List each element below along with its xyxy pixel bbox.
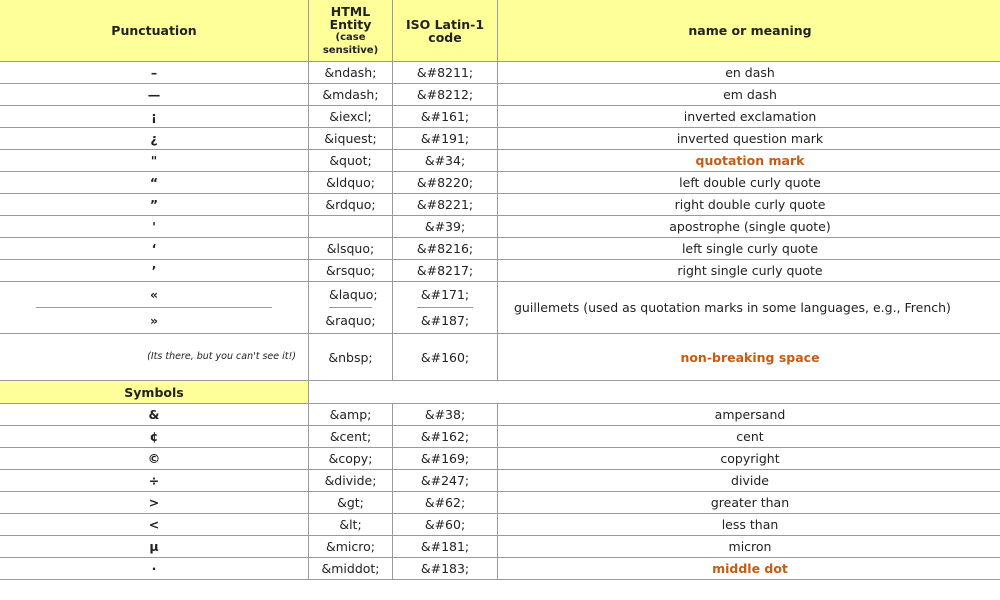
table-header — [0, 0, 1000, 62]
code-cell: &#38; — [393, 404, 498, 426]
entity-cell: &quot; — [309, 150, 393, 172]
meaning-cell: inverted question mark — [498, 128, 1000, 150]
header-html-entity — [309, 0, 393, 62]
section-row-symbols — [0, 381, 1000, 404]
entity-cell: &iexcl; — [309, 106, 393, 128]
entity-cell — [309, 216, 393, 238]
meaning-cell: greater than — [498, 492, 1000, 514]
char-cell: > — [0, 492, 309, 514]
nbsp-code: &#160; — [393, 334, 498, 381]
table-row — [0, 514, 1000, 536]
meaning-cell: copyright — [498, 448, 1000, 470]
code-cell: &#181; — [393, 536, 498, 558]
table-row — [0, 128, 1000, 150]
code-cell: &#8216; — [393, 238, 498, 260]
guillemet-right-char: » — [149, 313, 159, 328]
header-meaning: name or meaning — [498, 0, 1000, 62]
header-punctuation: Punctuation — [0, 0, 309, 62]
code-cell: &#162; — [393, 426, 498, 448]
table-row — [0, 492, 1000, 514]
entity-cell: &lsquo; — [309, 238, 393, 260]
table-row — [0, 448, 1000, 470]
table-row — [0, 260, 1000, 282]
char-cell: – — [0, 62, 309, 84]
code-cell: &#39; — [393, 216, 498, 238]
entity-cell: &copy; — [309, 448, 393, 470]
table-row — [0, 404, 1000, 426]
code-cell: &#8220; — [393, 172, 498, 194]
char-cell: ¿ — [0, 128, 309, 150]
char-cell: µ — [0, 536, 309, 558]
code-cell: &#191; — [393, 128, 498, 150]
table-row — [0, 536, 1000, 558]
table-row — [0, 282, 1000, 334]
meaning-cell: left single curly quote — [498, 238, 1000, 260]
entity-cell: &micro; — [309, 536, 393, 558]
code-cell: &#169; — [393, 448, 498, 470]
code-cell: &#8211; — [393, 62, 498, 84]
guillemet-left-char: « — [36, 282, 272, 308]
section-label-symbols: Symbols — [0, 381, 309, 404]
entity-cell: &amp; — [309, 404, 393, 426]
table-row — [0, 84, 1000, 106]
entity-cell: &ndash; — [309, 62, 393, 84]
symbols-body — [0, 404, 1000, 580]
table-row — [0, 470, 1000, 492]
meaning-cell: apostrophe (single quote) — [498, 216, 1000, 238]
char-cell: & — [0, 404, 309, 426]
entity-cell: &iquest; — [309, 128, 393, 150]
char-cell: ¢ — [0, 426, 309, 448]
char-cell: — — [0, 84, 309, 106]
header-entity-note: (case sensitive) — [322, 31, 379, 56]
char-cell: ¡ — [0, 106, 309, 128]
entity-cell: &cent; — [309, 426, 393, 448]
code-cell: &#8212; — [393, 84, 498, 106]
table-row — [0, 334, 1000, 381]
char-cell: < — [0, 514, 309, 536]
meaning-cell: quotation mark — [498, 150, 1000, 172]
char-cell: ” — [0, 194, 309, 216]
entity-cell: &lt; — [309, 514, 393, 536]
code-cell: &#247; — [393, 470, 498, 492]
char-cell: ÷ — [0, 470, 309, 492]
guillemet-left-entity: &laquo; — [329, 282, 372, 308]
table-row — [0, 62, 1000, 84]
char-cell: ‘ — [0, 238, 309, 260]
nbsp-meaning: non-breaking space — [498, 334, 1000, 381]
header-iso-code: ISO Latin-1 code — [393, 0, 498, 62]
char-cell: “ — [0, 172, 309, 194]
meaning-cell: right single curly quote — [498, 260, 1000, 282]
guillemet-chars-cell — [0, 282, 309, 334]
meaning-cell: less than — [498, 514, 1000, 536]
meaning-cell: inverted exclamation — [498, 106, 1000, 128]
meaning-cell: micron — [498, 536, 1000, 558]
nbsp-note: (Its there, but you can't see it!) — [0, 334, 309, 381]
meaning-cell: cent — [498, 426, 1000, 448]
table-row — [0, 238, 1000, 260]
char-cell: · — [0, 558, 309, 580]
section-row-blank — [309, 381, 1000, 404]
punctuation-body — [0, 62, 1000, 282]
entity-cell: &ldquo; — [309, 172, 393, 194]
entity-cell: &middot; — [309, 558, 393, 580]
guillemet-left-code: &#171; — [417, 282, 473, 308]
guillemet-meaning: guillemets (used as quotation marks in some languages, e.g., French) — [498, 282, 1000, 334]
table-row — [0, 172, 1000, 194]
header-entity-label: HTML Entity — [329, 3, 372, 32]
meaning-cell: em dash — [498, 84, 1000, 106]
code-cell: &#161; — [393, 106, 498, 128]
meaning-cell: left double curly quote — [498, 172, 1000, 194]
table-row — [0, 426, 1000, 448]
guillemets-body — [0, 282, 1000, 404]
char-cell: © — [0, 448, 309, 470]
nbsp-entity: &nbsp; — [309, 334, 393, 381]
code-cell: &#8217; — [393, 260, 498, 282]
code-cell: &#34; — [393, 150, 498, 172]
code-cell: &#183; — [393, 558, 498, 580]
code-cell: &#8221; — [393, 194, 498, 216]
entity-cell: &mdash; — [309, 84, 393, 106]
table-row — [0, 216, 1000, 238]
char-cell: " — [0, 150, 309, 172]
guillemet-entities-cell — [309, 282, 393, 334]
guillemet-right-entity: &raquo; — [325, 313, 376, 328]
entity-cell: &divide; — [309, 470, 393, 492]
guillemet-codes-cell — [393, 282, 498, 334]
table-row — [0, 106, 1000, 128]
code-cell: &#60; — [393, 514, 498, 536]
table-row — [0, 150, 1000, 172]
meaning-cell: ampersand — [498, 404, 1000, 426]
entity-cell: &gt; — [309, 492, 393, 514]
guillemet-right-code: &#187; — [420, 313, 470, 328]
entity-cell: &rsquo; — [309, 260, 393, 282]
table-row — [0, 558, 1000, 580]
meaning-cell: middle dot — [498, 558, 1000, 580]
entity-cell: &rdquo; — [309, 194, 393, 216]
char-cell: ' — [0, 216, 309, 238]
meaning-cell: divide — [498, 470, 1000, 492]
table-row — [0, 194, 1000, 216]
meaning-cell: en dash — [498, 62, 1000, 84]
code-cell: &#62; — [393, 492, 498, 514]
meaning-cell: right double curly quote — [498, 194, 1000, 216]
char-cell: ’ — [0, 260, 309, 282]
